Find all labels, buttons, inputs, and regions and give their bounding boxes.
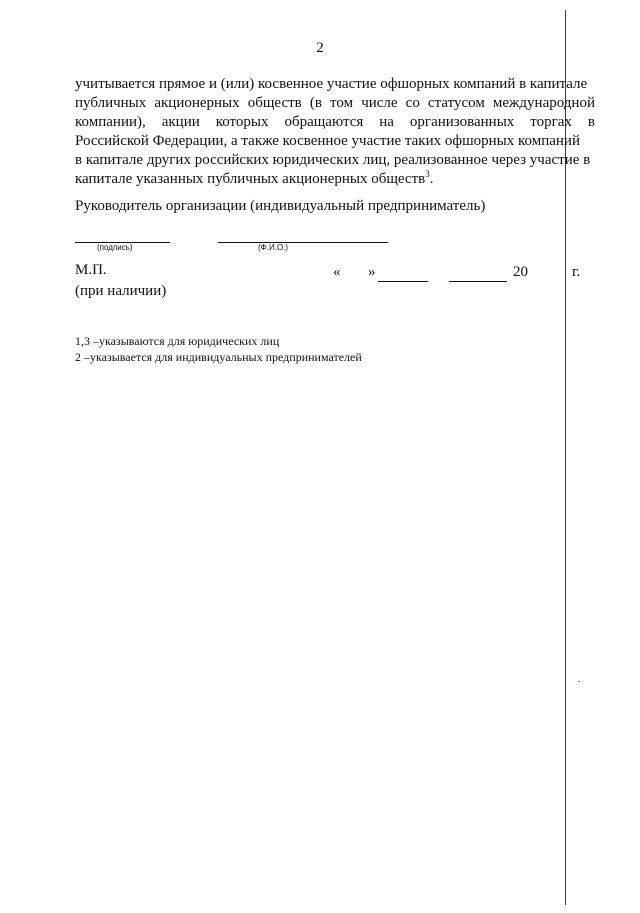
paragraph-line: Российской Федерации, а также косвенное участие таких офшорных компаний (75, 133, 580, 149)
full-name-caption: (Ф.И.О.) (258, 243, 289, 252)
footnote-mark: 3 (425, 169, 430, 179)
paragraph-line: учитывается прямое и (или) косвенное участие офшорных компаний в капитале (75, 76, 588, 92)
footnote-1: 1,3 –указываются для юридических лиц (75, 334, 280, 348)
paragraph-last-line (75, 170, 595, 189)
paragraph-line: публичных акционерных обществ (в том числе со статусом международной (75, 95, 595, 111)
body-paragraph (75, 75, 595, 189)
date-month-line (378, 281, 428, 282)
paragraph-line: компании), акции которых обращаются на организованных торгах в (75, 114, 595, 130)
footnote-2: 2 –указывается для индивидуальных предпринимателей (75, 350, 362, 364)
paragraph-period: . (429, 171, 434, 187)
date-open-quote: « (333, 264, 341, 280)
stamp-note: (при наличии) (75, 283, 167, 299)
page-number: 2 (316, 40, 324, 56)
paragraph-line: в капитале других российских юридических лиц, реализованное через участие в (75, 152, 591, 168)
paragraph-last-text: капитале указанных публичных акционерных обществ (75, 171, 426, 187)
date-close-quote: » (368, 264, 376, 280)
date-year-prefix: 20 (513, 264, 528, 280)
full-name-line (218, 242, 388, 243)
scan-speck (578, 681, 580, 682)
date-year-suffix: г. (572, 264, 581, 280)
stamp-label: М.П. (75, 262, 107, 278)
signature-caption: (подпись) (97, 243, 133, 252)
date-month-line-2 (449, 281, 507, 282)
head-of-organization-label: Руководитель организации (индивидуальный предприниматель) (75, 198, 486, 214)
